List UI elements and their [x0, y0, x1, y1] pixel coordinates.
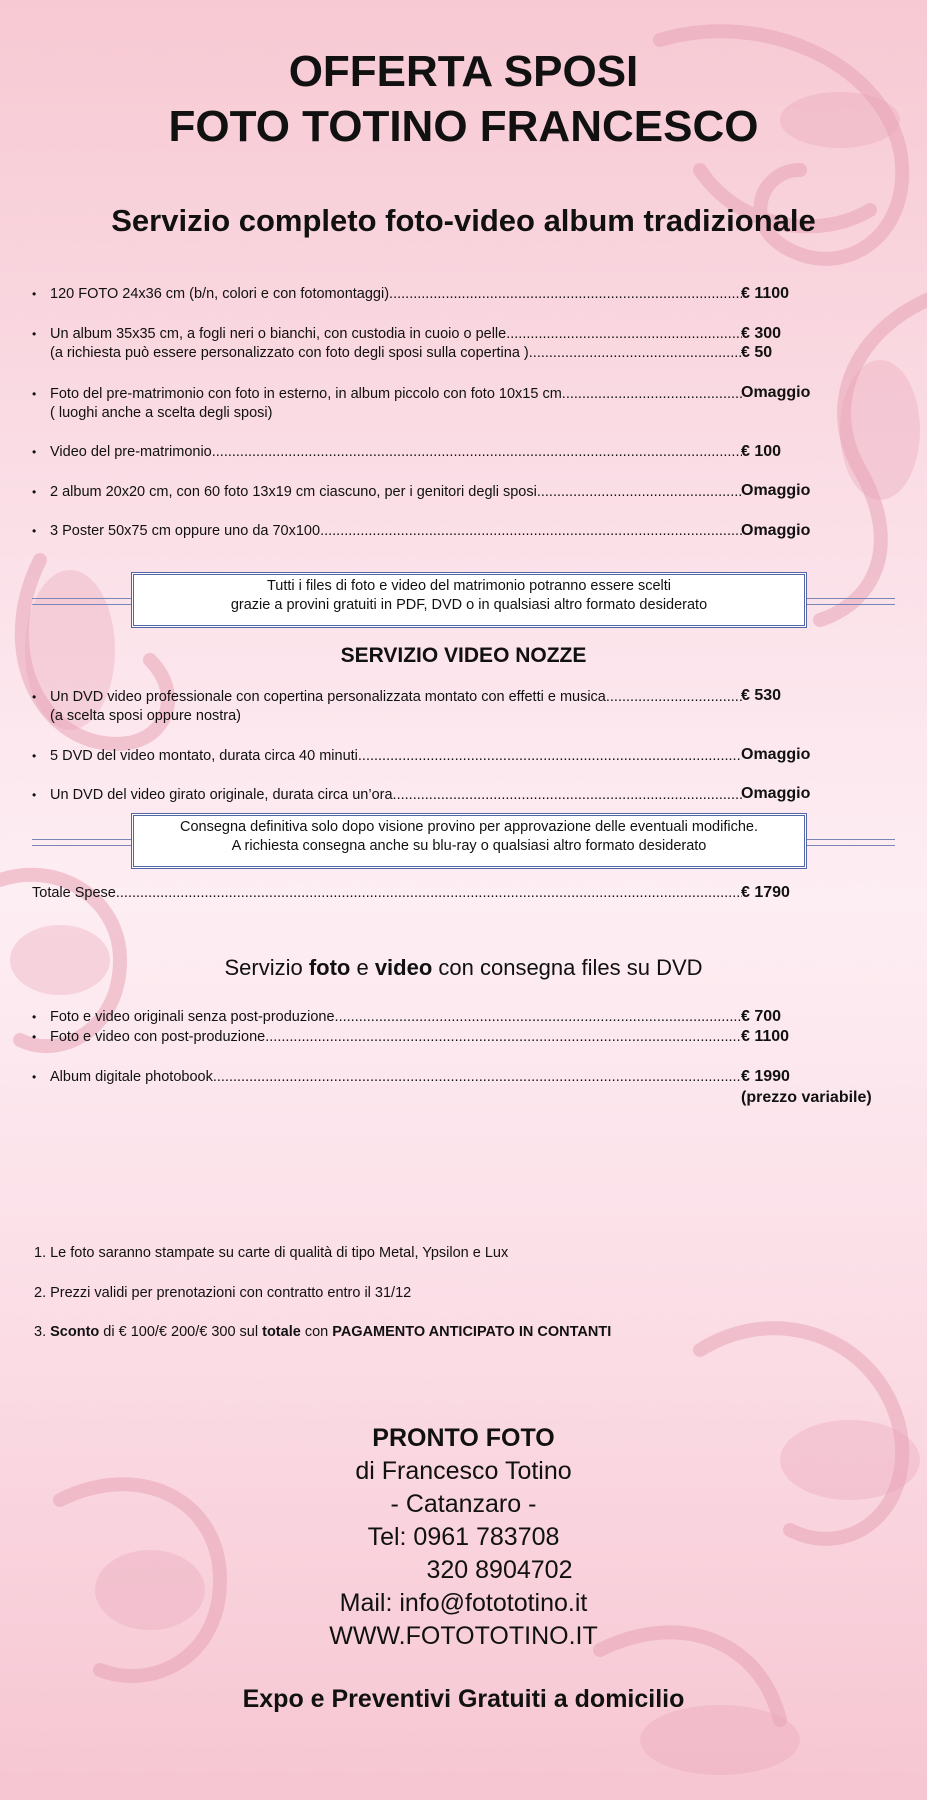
item-price: € 700: [741, 1008, 782, 1025]
price-note: (prezzo variabile): [741, 1089, 872, 1106]
section-subtitle: Servizio completo foto-video album tradizionale: [111, 203, 816, 238]
item-price: € 50: [741, 344, 773, 361]
bullet-icon: •: [32, 749, 37, 763]
item-price: € 1990: [741, 1068, 790, 1085]
list-item-subline: ( luoghi anche a scelta degli sposi): [50, 405, 273, 421]
list-item: • Album digitale photobook .....: [32, 1068, 742, 1087]
note-line: 3. Sconto di € 100/€ 200/€ 300 sul totale con PAGAMENTO ANTICIPATO IN CONTANTI: [34, 1324, 612, 1340]
total-price: € 1790: [741, 884, 790, 901]
item-price: € 1100: [741, 285, 790, 302]
item-price: € 300: [741, 325, 782, 342]
list-item: • Un album 35x35 cm, a fogli neri o bianchi, con custodia in cuoio o pelle .....: [32, 325, 742, 344]
page-title-line1: OFFERTA SPOSI: [288, 47, 639, 96]
tagline: Expo e Preventivi Gratuiti a domicilio: [242, 1685, 685, 1713]
bullet-icon: •: [32, 690, 37, 704]
bullet-icon: •: [32, 387, 37, 401]
website: WWW.FOTOTOTINO.IT: [329, 1622, 598, 1650]
item-price: € 1100: [741, 1028, 790, 1045]
bullet-icon: •: [32, 524, 37, 538]
list-item: • 2 album 20x20 cm, con 60 foto 13x19 cm ciascuno, per i genitori degli sposi .....: [32, 483, 742, 502]
note-line: 1. Le foto saranno stampate su carte di qualità di tipo Metal, Ypsilon e Lux: [34, 1245, 509, 1261]
bullet-icon: •: [32, 445, 37, 459]
list-item-subline: (a richiesta può essere personalizzato con foto degli sposi sulla copertina ) .....: [50, 344, 742, 363]
company-name: PRONTO FOTO: [372, 1424, 555, 1452]
section-title: SERVIZIO VIDEO NOZZE: [340, 644, 587, 667]
item-price: Omaggio: [741, 482, 811, 499]
page-title-line2: FOTO TOTINO FRANCESCO: [168, 102, 759, 151]
bullet-icon: •: [32, 1070, 37, 1084]
item-price: € 100: [741, 443, 782, 460]
divider: [32, 839, 131, 846]
phone-secondary: 320 8904702: [426, 1556, 573, 1584]
bullet-icon: •: [32, 485, 37, 499]
info-box-line: A richiesta consegna anche su blu-ray o qualsiasi altro formato desiderato: [231, 838, 707, 854]
info-box: [131, 572, 807, 628]
email: Mail: info@fotototino.it: [339, 1589, 588, 1617]
bullet-icon: •: [32, 287, 37, 301]
list-item: • Video del pre-matrimonio .....: [32, 443, 742, 462]
section-title: Servizio foto e video con consegna files su DVD: [224, 955, 703, 980]
list-item: • 5 DVD del video montato, durata circa 40 minuti .....: [32, 747, 742, 766]
phone: Tel: 0961 783708: [367, 1523, 560, 1551]
list-item: • 120 FOTO 24x36 cm (b/n, colori e con fotomontaggi) .....: [32, 285, 742, 304]
bullet-icon: •: [32, 1030, 37, 1044]
item-price: € 530: [741, 687, 782, 704]
item-price: Omaggio: [741, 785, 811, 802]
total-row: Totale Spese .....: [32, 884, 742, 903]
item-price: Omaggio: [741, 522, 811, 539]
divider: [32, 598, 131, 605]
list-item: • Un DVD del video girato originale, durata circa un’ora .....: [32, 786, 742, 805]
bullet-icon: •: [32, 1010, 37, 1024]
bullet-icon: •: [32, 788, 37, 802]
list-item-subline: (a scelta sposi oppure nostra): [50, 708, 242, 724]
item-price: Omaggio: [741, 746, 811, 763]
item-price: Omaggio: [741, 384, 811, 401]
list-item: • 3 Poster 50x75 cm oppure uno da 70x100 .....: [32, 522, 742, 541]
info-box-line: Tutti i files di foto e video del matrimonio potranno essere scelti: [266, 578, 672, 594]
list-item: • Foto e video con post-produzione .....: [32, 1028, 742, 1047]
list-item: • Foto e video originali senza post-produzione .....: [32, 1008, 742, 1027]
note-line: 2. Prezzi validi per prenotazioni con contratto entro il 31/12: [34, 1285, 412, 1301]
divider: [807, 839, 895, 846]
info-box-line: grazie a provini gratuiti in PDF, DVD o in qualsiasi altro formato desiderato: [230, 597, 708, 613]
divider: [807, 598, 895, 605]
bullet-icon: •: [32, 327, 37, 341]
list-item: • Un DVD video professionale con copertina personalizzata montato con effetti e musica .....: [32, 688, 742, 707]
info-box-line: Consegna definitiva solo dopo visione provino per approvazione delle eventuali modifiche.: [180, 819, 758, 835]
owner-name: di Francesco Totino: [355, 1457, 572, 1485]
info-box: [131, 813, 807, 869]
city: - Catanzaro -: [390, 1490, 537, 1518]
list-item: • Foto del pre-matrimonio con foto in esterno, in album piccolo con foto 10x15 cm .....: [32, 385, 742, 404]
